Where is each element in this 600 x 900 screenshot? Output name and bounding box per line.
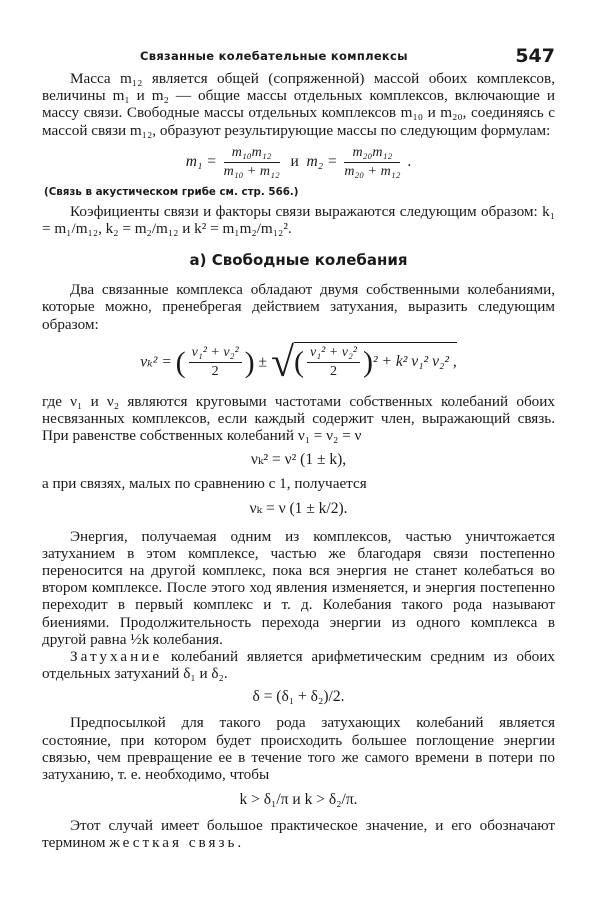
formula-weak-coupling: νₖ = ν (1 ± k/2). bbox=[249, 499, 348, 517]
fraction-m2 bbox=[344, 145, 400, 180]
page-header bbox=[42, 45, 555, 69]
sqrt-radicand: ( $\frac{\text{ν₁² + ν₂²}}{2}$ )² + k² ν₁² ν₂² , bbox=[294, 342, 457, 380]
note-acoustic-mushroom: (Связь в акустическом грибе см. стр. 566.) bbox=[44, 185, 299, 198]
fraction-m2-denominator: m₂₀ + m₁₂ bbox=[344, 163, 401, 179]
fraction-m1 bbox=[224, 145, 280, 180]
formula-tail: ² + k² ν₁² ν₂² , bbox=[373, 353, 457, 371]
section-heading: а) Свободные колебания bbox=[189, 251, 408, 270]
page-number: 547 bbox=[515, 45, 555, 67]
sqrt-sign: √ bbox=[270, 339, 294, 386]
paragraph-where: где ν₁ и ν₂ являются круговыми частотами собственных колебаний обоих несвязанных комплексов, если каждый содержит член, выражающий связь. При равенстве собственных колебаний ν₁ = ν₂ = ν bbox=[42, 392, 555, 445]
formula-and: и bbox=[290, 152, 299, 170]
paragraph-rigid-coupling-start: Этот случай имеет большое практическое значение, и его обозначают термином bbox=[42, 817, 555, 852]
formula-plus-minus: ± bbox=[258, 353, 268, 371]
paragraph-damping-rest: колебаний является арифметическим средним из обоих отдельных затуханий δ₁ и δ₂. bbox=[42, 648, 555, 683]
running-title: Связанные колебательные комплексы bbox=[140, 49, 408, 63]
fraction-mean-squares-inner bbox=[307, 345, 360, 380]
fraction-mean-squares bbox=[189, 345, 242, 380]
paragraph-damping bbox=[42, 648, 555, 682]
paragraph-rigid-coupling bbox=[42, 817, 555, 851]
fraction-m1-denominator: m₁₀ + m₁₂ bbox=[223, 163, 280, 179]
formula-condition: k > δ₁/π и k > δ₂/π. bbox=[239, 791, 358, 809]
paragraph-weak-coupling: а при связях, малых по сравнению с 1, получается bbox=[42, 475, 367, 493]
formula-nu-k-lhs: νₖ² = bbox=[140, 353, 172, 371]
paragraph-coupling-coefficients: Коэфициенты связи и факторы связи выражаются следующим образом: k₁ = m₁/m₁₂, k₂ = m₂/m₁₂ и k² = m₁m₂/m₁₂². bbox=[42, 202, 555, 238]
fraction-m1-numerator: m₁₀m₁₂ bbox=[224, 145, 280, 163]
paragraph-free-oscillations: Два связанные комплекса обладают двумя собственными колебаниями, которые можно, пренебрегая действием затухания, выразить следующим образом: bbox=[42, 281, 555, 333]
formula-equal-frequencies: νₖ² = ν² (1 ± k), bbox=[250, 451, 347, 469]
formula-masses: m₁ = $\frac{\text{m₁₀m₁₂}}{\text{m₁₀ + m₁₂}}$ и m₂ = $\frac{\text{m₂₀m₁₂}}{\text{m₂₀ + m₁₂}}$ . bbox=[185, 144, 412, 179]
paragraph-precondition: Предпосылкой для такого рода затухающих колебаний является состояние, при котором будет происходить большее поглощение энергии связью, чем превращение ее в течение того же самого времени в потери по затуханию, т. е. необходимо, чтобы bbox=[42, 714, 555, 784]
formula-eigenfrequencies: νₖ² = ( $\frac{\text{ν₁² + ν₂²}}{2}$ ) ± √( $\frac{\text{ν₁² + ν₂²}}{2}$ )² + k² ν₁² ν₂² , bbox=[140, 339, 457, 386]
page-body bbox=[42, 70, 555, 852]
formula-damping-mean: δ = (δ₁ + δ₂)/2. bbox=[252, 688, 345, 706]
fraction-mean-squares-denominator: 2 bbox=[211, 364, 219, 380]
term-damping: Затухание bbox=[70, 648, 163, 666]
paragraph-energy-beats: Энергия, получаемая одним из комплексов, частью уничтожается затуханием в этом комплексе, частью же благодаря связи постепенно переносится на другой комплекс, пока вся энергия не станет колебаться во втором комплексе. После этого ход явления изменяется, и энергия постепенно переходит в первый комплекс и т. д. Колебания такого рода называют биениями. Продолжительность перехода энергии из одного комплекса в другой равна ½k колебания. bbox=[42, 527, 555, 648]
fraction-inner-denominator: 2 bbox=[330, 364, 337, 380]
paragraph-rigid-coupling-end: . bbox=[237, 834, 242, 852]
formula-m2-lhs: m₂ = bbox=[306, 152, 338, 170]
paragraph-masses: Масса m₁₂ является общей (сопряженной) массой обоих комплексов, величины m₁ и m₂ — общие массы отдельных комплексов, включающие и массу связи. Свободные массы отдельных комплексов m₁₀ и m₂₀, соединяясь с массой связи m₁₂, образуют результирующие массы по следующим формулам: bbox=[42, 70, 555, 139]
fraction-mean-squares-numerator: ν₁² + ν₂² bbox=[189, 345, 242, 363]
term-rigid-coupling: жесткая связь bbox=[109, 834, 238, 852]
formula-m1-lhs: m₁ = bbox=[185, 152, 217, 170]
fraction-m2-numerator: m₂₀m₁₂ bbox=[344, 145, 400, 163]
fraction-inner-numerator: ν₁² + ν₂² bbox=[307, 345, 360, 363]
